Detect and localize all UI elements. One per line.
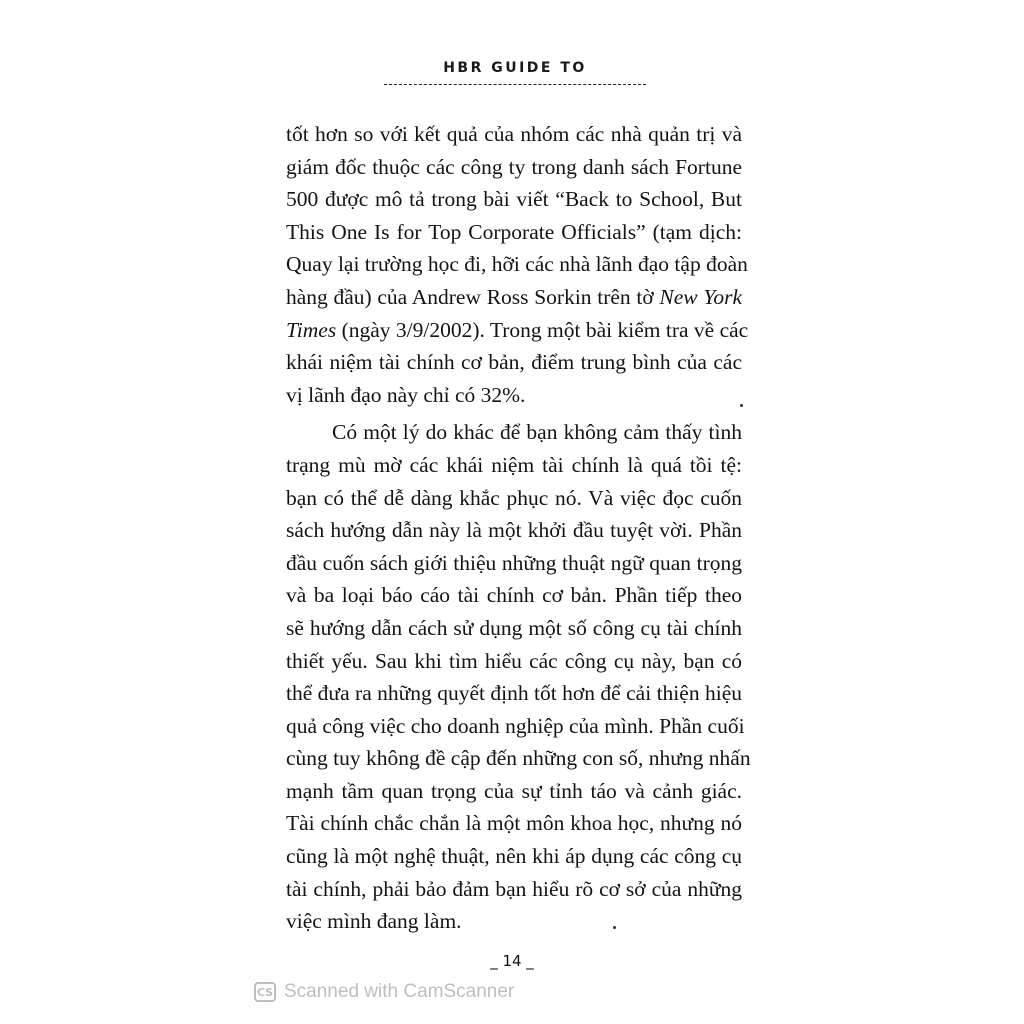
text-line: Có một lý do khác để bạn không cảm thấy tình (332, 420, 742, 445)
text-line: giám đốc thuộc các công ty trong danh sách Fortune (286, 154, 742, 179)
scan-speck (613, 926, 616, 929)
text-line: This One Is for Top Corporate Officials” (tạm dịch: (286, 219, 742, 244)
text-line: thể đưa ra những quyết định tốt hơn để cải thiện hiệu (286, 681, 742, 706)
text-line (286, 281, 742, 314)
paragraph-1 (286, 118, 749, 411)
text-line: tài chính, phải bảo đảm bạn hiểu rõ cơ sở của những (286, 876, 742, 901)
newspaper-title: New York (659, 284, 742, 309)
text-line: Tài chính chắc chắn là một môn khoa học, nhưng nó (286, 811, 742, 836)
text-line: cũng là một nghệ thuật, nên khi áp dụng các công cụ (286, 844, 742, 869)
text-line: 500 được mô tả trong bài viết “Back to School, But (286, 187, 742, 212)
text-line: khái niệm tài chính cơ bản, điểm trung bình của các (286, 350, 742, 375)
newspaper-title: Times (286, 317, 337, 342)
running-header: HBR GUIDE TO (443, 60, 587, 76)
camscanner-logo-icon: CS (254, 982, 276, 1002)
text-line: sách hướng dẫn này là một khởi đầu tuyệt vời. Phần (286, 518, 742, 543)
watermark-label: Scanned with CamScanner (284, 981, 515, 1002)
text-line: tốt hơn so với kết quả của nhóm các nhà quản trị và (286, 122, 742, 146)
text-line: vị lãnh đạo này chỉ có 32%. (286, 382, 526, 407)
body-text (286, 118, 751, 938)
text-line: việc mình đang làm. (286, 909, 462, 934)
text-line: mạnh tầm quan trọng của sự tỉnh táo và cảnh giác. (286, 778, 742, 803)
text-line: bạn có thể dễ dàng khắc phục nó. Và việc đọc cuốn (286, 485, 742, 510)
text-run: (ngày 3/9/2002). Trong một bài kiểm tra về các (336, 317, 749, 342)
page-number: _ 14 _ (490, 952, 534, 970)
text-line: và ba loại báo cáo tài chính cơ bản. Phần tiếp theo (286, 583, 742, 608)
text-line: sẽ hướng dẫn cách sử dụng một số công cụ tài chính (286, 615, 742, 640)
text-line: đầu cuốn sách giới thiệu những thuật ngữ quan trọng (286, 550, 742, 575)
text-line: cùng tuy không đề cập đến những con số, nhưng nhấn (286, 746, 751, 771)
text-line: thiết yếu. Sau khi tìm hiểu các công cụ này, bạn có (286, 648, 742, 673)
header-dashed-rule (384, 84, 646, 85)
text-line: trạng mù mờ các khái niệm tài chính là quá tồi tệ: (286, 452, 742, 477)
text-run: hàng đầu) của Andrew Ross Sorkin trên tờ (286, 284, 660, 309)
text-line (286, 314, 749, 347)
text-line: quả công việc cho doanh nghiệp của mình. Phần cuối (286, 713, 745, 738)
paragraph-2 (286, 416, 751, 938)
text-line: Quay lại trường học đi, hỡi các nhà lãnh đạo tập đoàn (286, 252, 748, 277)
camscanner-watermark (254, 979, 514, 1005)
scan-speck (740, 404, 743, 407)
